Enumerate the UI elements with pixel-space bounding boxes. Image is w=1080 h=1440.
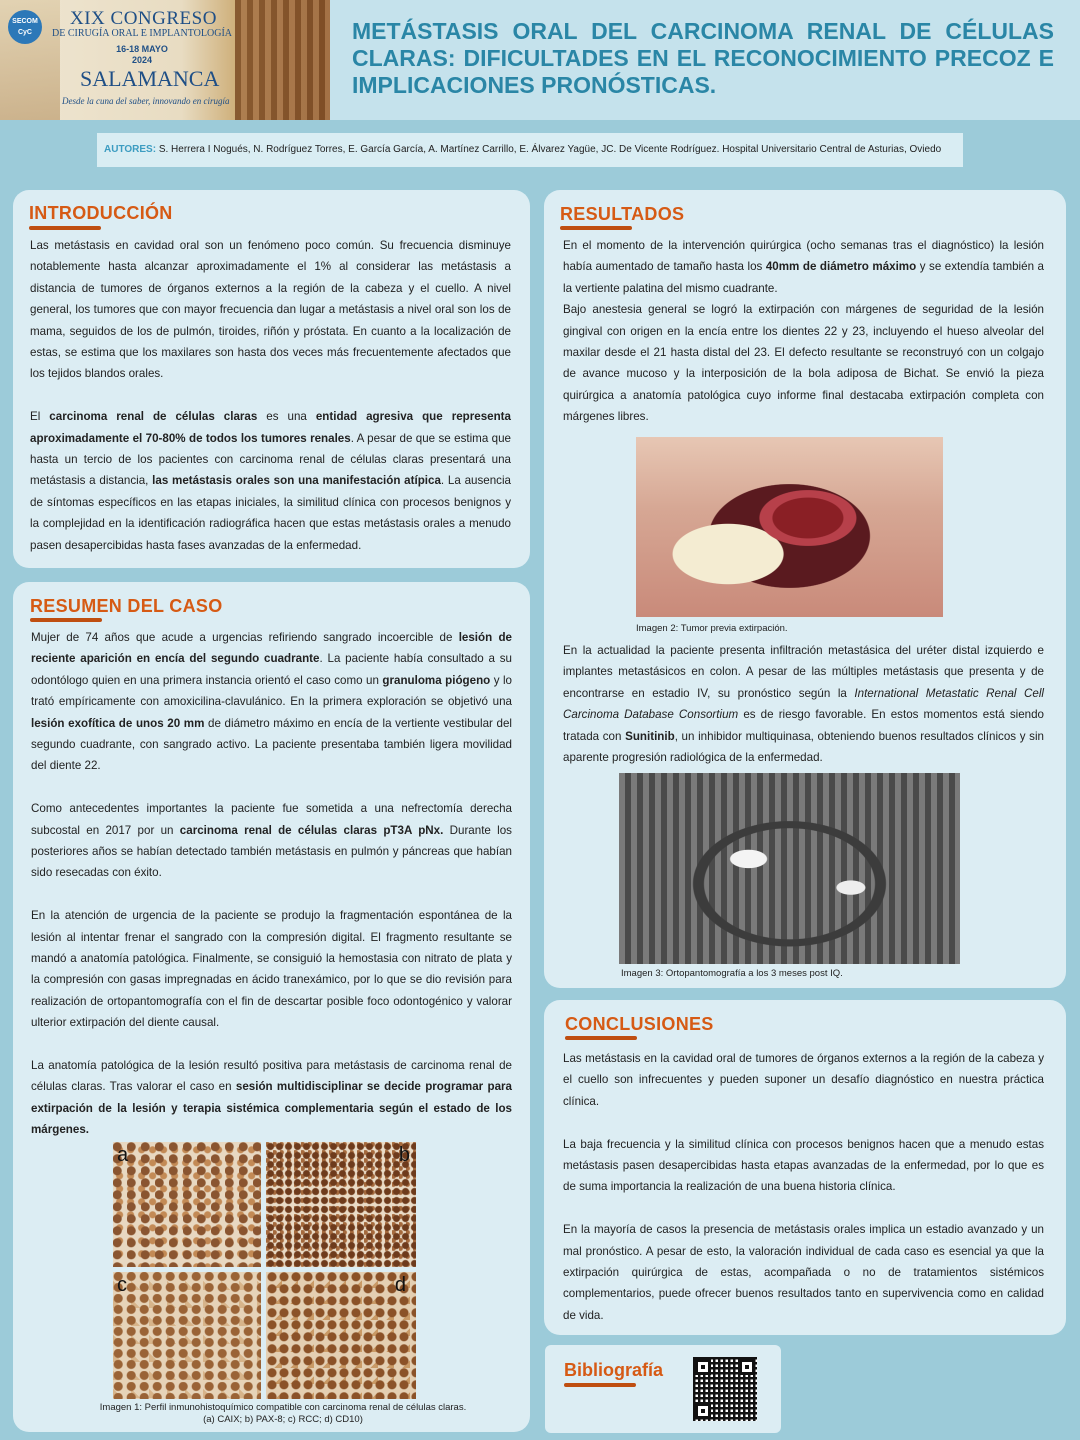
congress-title: XIX CONGRESO bbox=[70, 8, 217, 29]
ihc-panel-a bbox=[113, 1142, 261, 1267]
qr-finder bbox=[695, 1359, 711, 1375]
panel-label: b bbox=[398, 1144, 410, 1166]
introduccion-heading: INTRODUCCIÓN bbox=[29, 203, 173, 223]
conclusiones-heading: CONCLUSIONES bbox=[565, 1014, 714, 1034]
panel-label: a bbox=[117, 1144, 129, 1166]
introduccion-body bbox=[30, 235, 511, 556]
heading-underline bbox=[30, 618, 102, 622]
heading-underline bbox=[560, 226, 632, 230]
facade-illustration bbox=[235, 0, 330, 120]
panel-label: d bbox=[394, 1274, 406, 1296]
paragraph: Las metástasis en cavidad oral son un fenómeno poco común. Su frecuencia disminuye notablemente hasta alcanzar aproximadamente el 1% al considerar las metástasis a distancia de tumores de órganos externos a la región de la cabeza y el cuello. A nivel general, los tumores que con mayor frecuencia dan lugar a metástasis a nivel oral son los de mama, seguidos de los de pulmón, tiroides, riñón y próstata. En cuanto a la localización de estas, se estima que los maxilares son hasta dos veces más frecuentemente afectados que los tejidos blandos orales. bbox=[30, 239, 511, 381]
panel-label: c bbox=[117, 1274, 127, 1296]
resumen-body bbox=[31, 627, 512, 1141]
ihc-panel-b bbox=[266, 1142, 416, 1267]
bibliografia-heading: Bibliografía bbox=[564, 1360, 664, 1380]
paragraph: Mujer de 74 años que acude a urgencias refiriendo sangrado incoercible de lesión de reciente aparición en encía del segundo cuadrante. La paciente había consultado a su odontólogo quien en una primera instancia orientó el caso como un granuloma piógeno y lo trató empíricamente con amoxicilina-clavulánico. En la primera exploración se objetivó una lesión exofítica de unos 20 mm de diámetro máximo en encía de la vertiente vestibular del segundo cuadrante, con sangrado activo. La paciente presentaba también ligera movilidad del diente 22. bbox=[31, 631, 513, 773]
bibliografia-card bbox=[545, 1345, 781, 1433]
poster-title: METÁSTASIS ORAL DEL CARCINOMA RENAL DE CÉLULAS CLARAS: DIFICULTADES EN EL RECONOCIMIENTO PRECOZ E IMPLICACIONES PRONÓSTICAS. bbox=[352, 18, 1054, 98]
resultados-card bbox=[544, 190, 1066, 988]
paragraph: Como antecedentes importantes la paciente fue sometida a una nefrectomía derecha subcostal en 2017 por un carcinoma renal de células claras pT3A pNx. Durante los posteriores años se habían detectado también metástasis en pulmón y páncreas que habían sido resecadas con éxito. bbox=[31, 802, 512, 880]
header bbox=[0, 0, 1080, 120]
congress-motto: Desde la cuna del saber, innovando en cirugía bbox=[62, 96, 230, 106]
heading-underline bbox=[29, 226, 101, 230]
ihc-panel-c bbox=[113, 1272, 261, 1399]
authors-box bbox=[97, 133, 963, 167]
resultados-body-1 bbox=[563, 235, 1044, 428]
imagen-1-caption: Imagen 1: Perfil inmunohistoquímico compatible con carcinoma renal de células claras. (a) CAIX; b) PAX-8; c) RCC; d) CD10) bbox=[99, 1402, 467, 1425]
heading-underline bbox=[564, 1383, 636, 1387]
paragraph: En la atención de urgencia de la paciente se produjo la fragmentación espontánea de la lesión al intentar frenar el sangrado con la compresión digital. El fragmento resultante se mandó a anatomía patológica. Finalmente, se consiguió la hemostasia con nitrato de plata y la compresión con gasas impregnadas en ácido tranexámico, por lo que se dio revisión para realización de ortopantomografía con el fin de descartar posible foco odontogénico y valorar ulterior extirpación del diente causal. bbox=[31, 909, 512, 1030]
paragraph: El carcinoma renal de células claras es una entidad agresiva que representa aproximadamente el 70-80% de todos los tumores renales. A pesar de que se estima que hasta un tercio de los pacientes con carcinoma renal de células claras presentará una metástasis a distancia, las metástasis orales son una manifestación atípica. La ausencia de síntomas específicos en las etapas iniciales, la similitud clínica con procesos benignos y la complejidad en la identificación radiográfica hacen que estas metástasis orales a menudo pasen desapercibidas hasta fases avanzadas de la enfermedad. bbox=[30, 410, 512, 552]
qr-finder bbox=[739, 1359, 755, 1375]
paragraph: La baja frecuencia y la similitud clínica con procesos benignos hacen que a menudo estas metástasis pasen desapercibidas hasta etapas avanzadas de la enfermedad, por lo que es de suma importancia la realización de una buena historia clínica. bbox=[563, 1137, 1044, 1194]
paragraph: La anatomía patológica de la lesión resultó positiva para metástasis de carcinoma renal de células claras. Tras valorar el caso en sesión multidisciplinar se decide programar para extirpación de la lesión y terapia sistémica complementaria según el estado de los márgenes. bbox=[31, 1059, 512, 1137]
imagen-2-caption: Imagen 2: Tumor previa extirpación. bbox=[636, 623, 788, 634]
resumen-heading: RESUMEN DEL CASO bbox=[30, 596, 223, 616]
congress-banner bbox=[0, 0, 330, 120]
paragraph: En la actualidad la paciente presenta infiltración metastásica del uréter distal izquierdo e implantes metastásicos en colon. A pesar de las múltiples metástasis que presenta y de encontrarse en estadio IV, su pronóstico según la International Metastatic Renal Cell Carcinoma Database Consortium es de riesgo favorable. En estos momentos está siendo tratada con Sunitinib, un inhibidor multiquinasa, obteniendo buenos resultados clínicos y sin aparente progresión radiológica de la enfermedad. bbox=[563, 644, 1045, 765]
paragraph: En el momento de la intervención quirúrgica (ocho semanas tras el diagnóstico) la lesión había aumentado de tamaño hasta los 40mm de diámetro máximo y se extendía también a la vertiente palatina del mismo cuadrante. bbox=[563, 239, 1044, 295]
introduccion-card bbox=[13, 190, 530, 568]
resultados-body-2 bbox=[563, 640, 1044, 768]
authors-label: AUTORES: bbox=[104, 144, 157, 155]
congress-dates: 16-18 MAYO 2024 bbox=[116, 44, 168, 65]
secom-logo: SECOM CyC bbox=[8, 10, 42, 44]
imagen-3-caption: Imagen 3: Ortopantomografía a los 3 meses post IQ. bbox=[621, 968, 843, 979]
heading-underline bbox=[565, 1036, 637, 1040]
qr-finder bbox=[695, 1403, 711, 1419]
paragraph: Bajo anestesia general se logró la extirpación con márgenes de seguridad de la lesión gingival con origen en la encía entre los dientes 22 y 23, incluyendo el hueso alveolar del maxilar desde el 21 hasta distal del 23. El defecto resultante se reconstruyó con un colgajo de avance mucoso y la interposición de la bola adiposa de Bichat. Se envió la pieza quirúrgica a anatomía patológica cuyo informe final destacaba extirpación completa con márgenes libres. bbox=[563, 303, 1044, 424]
ihc-panel-d bbox=[266, 1272, 416, 1399]
congress-city: SALAMANCA bbox=[80, 66, 220, 91]
conclusiones-card bbox=[544, 1000, 1066, 1335]
paragraph: Las metástasis en la cavidad oral de tumores de órganos externos a la región de la cabeza y el cuello son infrecuentes y pueden suponer un desafío diagnóstico en nuestra práctica clínica. bbox=[563, 1052, 1044, 1108]
qr-code[interactable] bbox=[693, 1357, 757, 1421]
tumor-photo bbox=[636, 437, 943, 617]
congress-subtitle: DE CIRUGÍA ORAL E IMPLANTOLOGÍA bbox=[52, 28, 232, 39]
authors-text: S. Herrera I Nogués, N. Rodríguez Torres, E. García García, A. Martínez Carrillo, E. Álvarez Yagüe, JC. De Vicente Rodríguez. Hospital Universitario Central de Asturias, Oviedo bbox=[158, 144, 942, 155]
resultados-heading: RESULTADOS bbox=[560, 204, 685, 224]
conclusiones-body bbox=[563, 1048, 1044, 1326]
panoramic-xray bbox=[619, 773, 960, 964]
paragraph: En la mayoría de casos la presencia de metástasis orales implica un estadio avanzado y un mal pronóstico. A pesar de esto, la valoración individual de cada caso es esencial ya que la extirpación quirúrgica de estas, acompañada o no de tratamientos sistémicos complementarios, puede ofrecer buenos resultados tanto en supervivencia como en calidad de vida. bbox=[563, 1223, 1044, 1322]
resumen-card bbox=[13, 582, 530, 1432]
